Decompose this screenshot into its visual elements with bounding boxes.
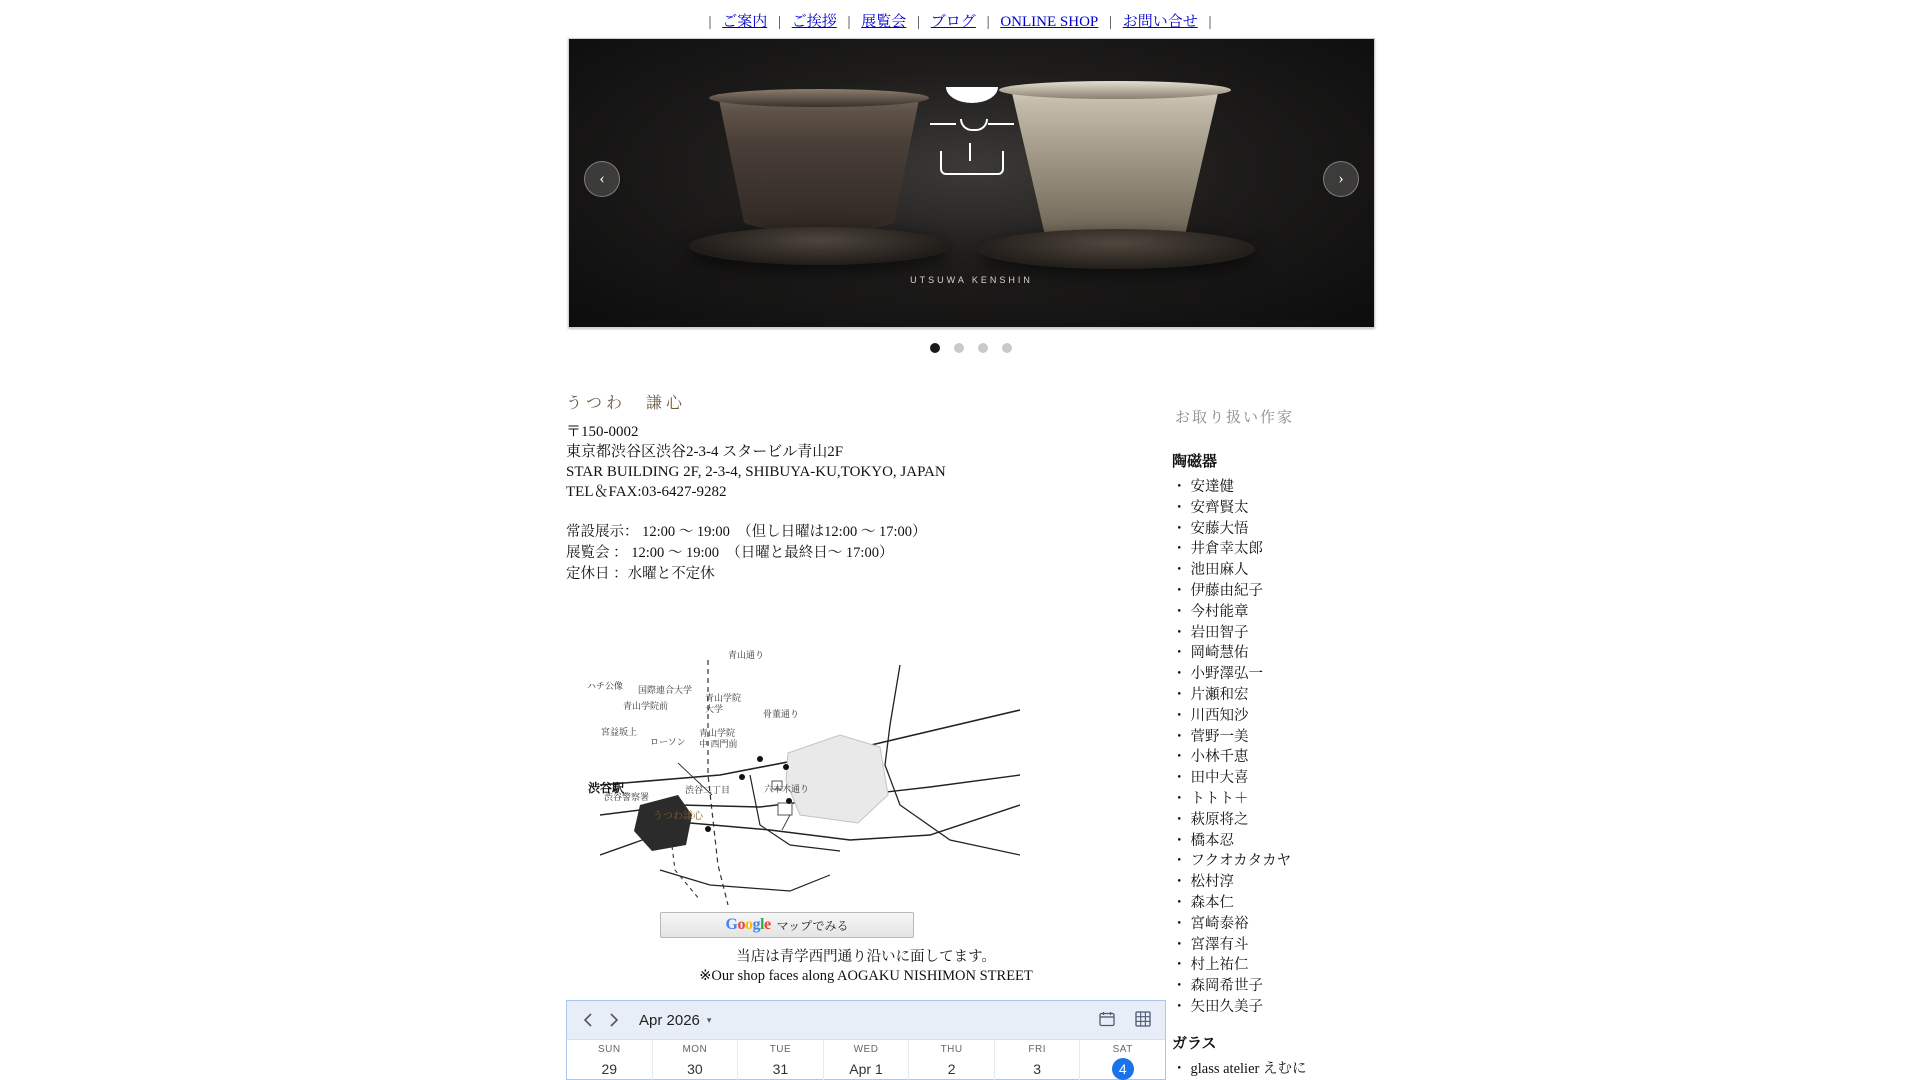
shop-address-block bbox=[566, 422, 946, 502]
hero-dot-1[interactable] bbox=[930, 343, 940, 353]
artist-name: 萩原将之 bbox=[1190, 811, 1249, 828]
artist-item: ・ 萩原将之 bbox=[1172, 811, 1249, 828]
calendar-title[interactable]: Apr 2026 bbox=[639, 1011, 700, 1029]
map-label-hachiko: ハチ公像 bbox=[587, 681, 624, 691]
hero-cup-right-rim bbox=[999, 81, 1231, 99]
hero-dot-3[interactable] bbox=[978, 343, 988, 353]
artist-item: ・ 今村能章 bbox=[1172, 603, 1249, 620]
calendar-dow-label: TUE bbox=[769, 1044, 792, 1055]
hero-dot-2[interactable] bbox=[954, 343, 964, 353]
map-label-roppongi-dori: 六本木通り bbox=[764, 784, 810, 794]
hero-cup-left-rim bbox=[709, 89, 929, 107]
hero-dot-4[interactable] bbox=[1002, 343, 1012, 353]
artists-section-heading: お取り扱い作家 bbox=[1175, 410, 1295, 426]
artist-item: ・ 伊藤由紀子 bbox=[1172, 582, 1263, 599]
nav-guide[interactable]: ご案内 bbox=[722, 14, 768, 30]
artist-name: トトト＋ bbox=[1190, 790, 1249, 807]
hero-saucer-left bbox=[689, 227, 951, 265]
calendar-widget[interactable] bbox=[566, 1000, 1166, 1080]
map-note-en: ※Our shop faces along AOGAKU NISHIMON STREET bbox=[699, 968, 1033, 984]
calendar-dow-label: SUN bbox=[597, 1044, 621, 1055]
map-note-jp: 当店は青学西門通り沿いに面してます。 bbox=[736, 949, 996, 965]
map-label-shibuya-nichome: 渋谷二丁目 bbox=[685, 785, 731, 795]
shop-postal: 〒150-0002 bbox=[566, 424, 639, 440]
calendar-prev-icon[interactable] bbox=[575, 1007, 601, 1033]
calendar-date-icon[interactable] bbox=[1095, 1007, 1119, 1031]
calendar-dow-label: THU bbox=[940, 1044, 963, 1055]
artist-name: 今村能章 bbox=[1190, 603, 1249, 620]
calendar-dow-label: WED bbox=[853, 1044, 879, 1055]
hero-caption: UTSUWA KENSHIN bbox=[910, 275, 1033, 285]
artist-name: 宮崎泰裕 bbox=[1190, 915, 1249, 932]
calendar-day-cell[interactable] bbox=[567, 1040, 653, 1080]
artist-item: ・ 宮澤有斗 bbox=[1172, 936, 1249, 953]
google-maps-button[interactable] bbox=[660, 912, 914, 938]
artist-name: 松村淳 bbox=[1190, 874, 1234, 891]
hero-prev-arrow-icon[interactable]: ‹ bbox=[584, 161, 620, 197]
artist-name: 岡崎慧佑 bbox=[1190, 645, 1249, 662]
artist-item: ・ 矢田久美子 bbox=[1172, 998, 1263, 1015]
artist-item: ・ 菅野一美 bbox=[1172, 728, 1249, 745]
artist-item: ・ glass atelier えむに bbox=[1172, 1060, 1307, 1077]
artist-name: 村上祐仁 bbox=[1190, 957, 1249, 974]
map-label-aoyama-dori: 青山通り bbox=[728, 650, 765, 660]
artist-item: ・ 小林千恵 bbox=[1172, 749, 1249, 766]
calendar-date-label: 2 bbox=[947, 1061, 956, 1077]
map-label-shibuya-station: 渋谷駅 bbox=[588, 781, 625, 795]
artist-item: ・ 森岡希世子 bbox=[1172, 978, 1263, 995]
artist-item: ・ トトト＋ bbox=[1172, 790, 1249, 807]
artist-name: 矢田久美子 bbox=[1190, 998, 1263, 1015]
artist-name: フクオカタカヤ bbox=[1190, 853, 1292, 870]
hours-exhibition: 展覧会 ： 12:00 〜 19:00 （日曜と最終日〜 17:00） bbox=[566, 545, 894, 561]
logo-mark-plate-icon bbox=[930, 119, 1014, 129]
calendar-grid-view-icon[interactable] bbox=[1131, 1007, 1155, 1031]
calendar-date-label-today: 4 bbox=[1112, 1058, 1134, 1080]
map-label-kottou-dori: 骨董通り bbox=[763, 709, 800, 719]
top-navigation bbox=[0, 10, 1920, 31]
nav-contact[interactable]: お問い合せ bbox=[1122, 14, 1198, 30]
hero-next-arrow-icon[interactable]: › bbox=[1323, 161, 1359, 197]
calendar-dow-label: MON bbox=[682, 1044, 708, 1055]
calendar-next-icon[interactable] bbox=[601, 1007, 627, 1033]
artist-name: 橋本忍 bbox=[1190, 832, 1234, 849]
artist-item: ・ 安藤大悟 bbox=[1172, 520, 1249, 537]
artist-name: glass atelier えむに bbox=[1190, 1060, 1307, 1077]
artist-name: 森本仁 bbox=[1190, 894, 1234, 911]
artist-name: 池田麻人 bbox=[1190, 562, 1249, 579]
shop-address-jp: 東京都渋谷区渋谷2-3-4 スタービル青山2F bbox=[566, 444, 844, 460]
calendar-dow-label: SAT bbox=[1112, 1044, 1133, 1055]
shop-title: うつわ 謙心 bbox=[566, 395, 687, 412]
artist-name: 井倉幸太郎 bbox=[1190, 541, 1263, 558]
artist-item: ・ 井倉幸太郎 bbox=[1172, 541, 1263, 558]
nav-online-shop[interactable]: ONLINE SHOP bbox=[1000, 14, 1099, 30]
artist-name: 菅野一美 bbox=[1190, 728, 1249, 745]
calendar-date-label: Apr 1 bbox=[849, 1061, 883, 1077]
calendar-date-label: 31 bbox=[772, 1061, 789, 1077]
calendar-date-label: 29 bbox=[601, 1061, 618, 1077]
artist-name: 森岡希世子 bbox=[1190, 978, 1263, 995]
calendar-day-cell[interactable] bbox=[995, 1040, 1081, 1080]
nav-separator-2: | bbox=[847, 14, 851, 30]
artist-item: ・ フクオカタカヤ bbox=[1172, 853, 1292, 870]
hero-pagination-dots bbox=[568, 340, 1373, 358]
artist-name: 岩田智子 bbox=[1190, 624, 1249, 641]
nav-separator-4: | bbox=[986, 14, 990, 30]
artist-name: 安藤大悟 bbox=[1190, 520, 1249, 537]
calendar-chevron-down-icon[interactable]: ▾ bbox=[706, 1014, 712, 1025]
nav-greeting[interactable]: ご挨拶 bbox=[791, 14, 837, 30]
artist-item: ・ 片瀬和宏 bbox=[1172, 686, 1249, 703]
calendar-toolbar-actions bbox=[1095, 1007, 1155, 1031]
artist-item: ・ 岡崎慧佑 bbox=[1172, 645, 1249, 662]
nav-separator-0: | bbox=[708, 14, 712, 30]
calendar-toolbar bbox=[567, 1001, 1165, 1039]
logo-mark-cup-icon bbox=[940, 151, 1004, 175]
calendar-day-cell[interactable] bbox=[909, 1040, 995, 1080]
shop-address-en: STAR BUILDING 2F, 2-3-4, SHIBUYA-KU,TOKYO, JAPAN bbox=[566, 464, 946, 480]
artist-item: ・ 宮崎泰裕 bbox=[1172, 915, 1249, 932]
artist-group-glass-heading: ガラス bbox=[1172, 1035, 1217, 1052]
artist-name: 伊藤由紀子 bbox=[1190, 582, 1263, 599]
artist-item: ・ 安達健 bbox=[1172, 479, 1234, 495]
shop-telephone: TEL＆FAX:03-6427-9282 bbox=[566, 484, 727, 500]
calendar-day-cell[interactable] bbox=[824, 1040, 910, 1080]
artist-item: ・ 橋本忍 bbox=[1172, 832, 1234, 849]
calendar-week-header bbox=[567, 1039, 1165, 1080]
artist-item: ・ 小野澤弘一 bbox=[1172, 666, 1263, 683]
nav-separator-6: | bbox=[1208, 14, 1212, 30]
google-logo: Google bbox=[725, 916, 771, 933]
hero-logo bbox=[930, 87, 1014, 175]
calendar-date-label: 3 bbox=[1033, 1061, 1042, 1077]
artist-item: ・ 松村淳 bbox=[1172, 874, 1234, 891]
calendar-day-cell[interactable] bbox=[738, 1040, 824, 1080]
map-label-lawson: ローソン bbox=[650, 737, 686, 747]
map-label-aoyama-gakuin-nishimon: 青山学院 中 西門前 bbox=[699, 728, 738, 749]
artist-name: 片瀬和宏 bbox=[1190, 686, 1249, 703]
artist-item: ・ 田中大喜 bbox=[1172, 770, 1249, 787]
nav-separator-1: | bbox=[777, 14, 781, 30]
map-label-united-nations-univ: 国際連合大学 bbox=[638, 685, 693, 695]
calendar-dow-label: FRI bbox=[1028, 1044, 1046, 1055]
holiday-info: 定休日 ：水曜と不定休 bbox=[566, 566, 715, 582]
map-label-aoyama-gakuin-univ: 青山学院 大学 bbox=[705, 693, 742, 714]
location-map[interactable] bbox=[587, 650, 1020, 905]
shop-hours-block bbox=[566, 522, 927, 585]
calendar-date-label: 30 bbox=[687, 1061, 703, 1077]
artist-item: ・ 池田麻人 bbox=[1172, 562, 1249, 579]
artist-name: 小林千恵 bbox=[1190, 749, 1249, 766]
artist-item: ・ 安齊賢太 bbox=[1172, 499, 1249, 516]
map-label-utsuwa-kenshin: うつわ謙心 bbox=[653, 811, 703, 822]
google-maps-button-label: マップでみる bbox=[776, 918, 849, 933]
map-label-shibuya-police: 渋谷警察署 bbox=[604, 792, 650, 802]
hours-permanent: 常設展示： 12:00 〜 19:00 （但し日曜は12:00 〜 17:00） bbox=[566, 524, 927, 540]
artist-name: 田中大喜 bbox=[1190, 770, 1249, 787]
artist-group-ceramics-heading: 陶磁器 bbox=[1172, 454, 1218, 470]
nav-separator-5: | bbox=[1109, 14, 1113, 30]
artist-item: ・ 川西知沙 bbox=[1172, 707, 1249, 724]
nav-exhibition[interactable]: 展覧会 bbox=[861, 14, 907, 30]
artists-list bbox=[1172, 450, 1472, 1080]
hero-saucer-right bbox=[977, 229, 1255, 269]
artist-item: ・ 岩田智子 bbox=[1172, 624, 1249, 641]
artist-item: ・ 森本仁 bbox=[1172, 894, 1234, 911]
nav-blog[interactable]: ブログ bbox=[930, 14, 976, 30]
hero-slider[interactable] bbox=[568, 38, 1375, 328]
artist-name: 安齊賢太 bbox=[1190, 499, 1249, 516]
artist-name: 安達健 bbox=[1190, 479, 1234, 495]
map-label-miyamasuzaka-ue: 宮益坂上 bbox=[601, 727, 638, 737]
calendar-day-cell[interactable] bbox=[653, 1040, 739, 1080]
artist-name: 宮澤有斗 bbox=[1190, 936, 1249, 953]
artist-item: ・ 村上祐仁 bbox=[1172, 957, 1249, 974]
nav-separator-3: | bbox=[917, 14, 921, 30]
calendar-day-cell[interactable] bbox=[1080, 1040, 1165, 1080]
artist-name: 小野澤弘一 bbox=[1190, 666, 1263, 683]
map-label-aoyama-gakuin-mae: 青山学院前 bbox=[623, 701, 669, 711]
logo-mark-bowl-icon bbox=[946, 87, 998, 103]
artist-name: 川西知沙 bbox=[1190, 707, 1249, 724]
